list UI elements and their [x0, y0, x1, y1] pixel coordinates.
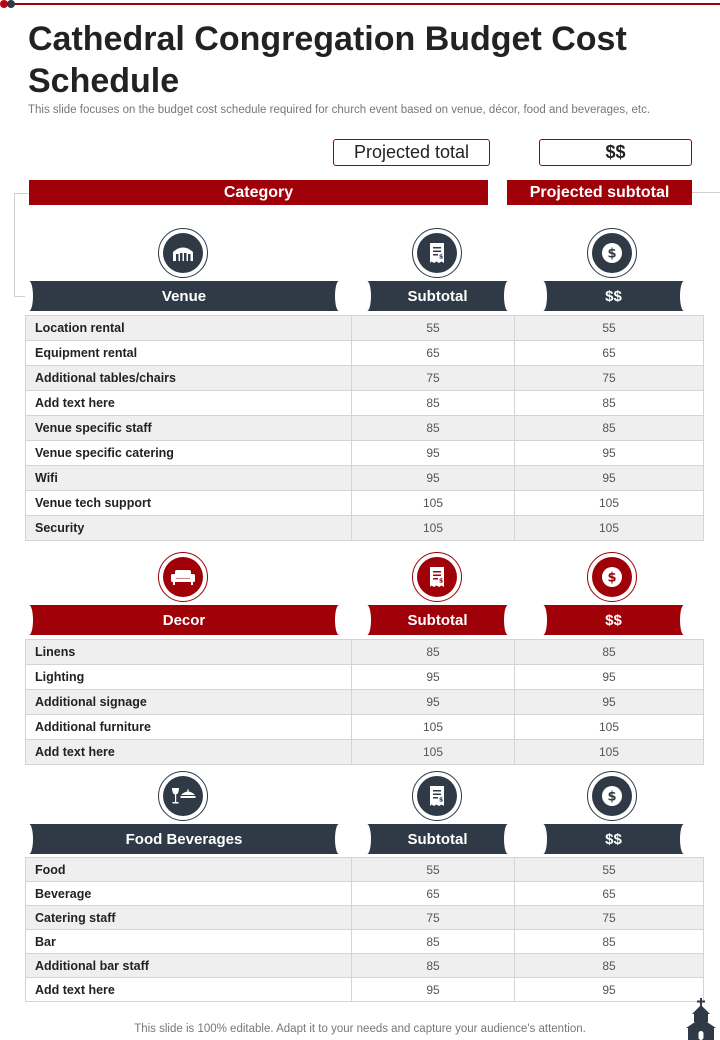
row-subtotal: 85 — [352, 954, 515, 978]
row-item: Venue tech support — [26, 491, 352, 516]
table-row — [26, 858, 704, 882]
dollar-coin-icon — [587, 228, 637, 278]
top-accent-line — [8, 3, 720, 5]
receipt-icon — [412, 771, 462, 821]
section-value-header-decor: $$ — [543, 605, 684, 635]
table-row — [26, 441, 704, 466]
table-row — [26, 906, 704, 930]
receipt-icon — [412, 552, 462, 602]
row-subtotal: 105 — [352, 740, 515, 765]
row-subtotal: 65 — [352, 882, 515, 906]
row-subtotal: 55 — [352, 858, 515, 882]
row-item: Food — [26, 858, 352, 882]
footer-note: This slide is 100% editable. Adapt it to your needs and capture your audience's attention. — [134, 1023, 586, 1035]
row-item: Linens — [26, 640, 352, 665]
section-value-header-food-beverages: $$ — [543, 824, 684, 854]
table-row — [26, 516, 704, 541]
row-subtotal: 65 — [352, 341, 515, 366]
row-item: Additional tables/chairs — [26, 366, 352, 391]
row-projected: 95 — [515, 665, 704, 690]
row-item: Bar — [26, 930, 352, 954]
section-subtotal-header-venue: Subtotal — [367, 281, 508, 311]
row-subtotal: 85 — [352, 640, 515, 665]
food-drink-icon — [158, 771, 208, 821]
row-projected: 85 — [515, 640, 704, 665]
table-row — [26, 466, 704, 491]
row-item: Add text here — [26, 391, 352, 416]
row-item: Additional furniture — [26, 715, 352, 740]
table-row — [26, 715, 704, 740]
row-projected: 105 — [515, 516, 704, 541]
row-item: Venue specific catering — [26, 441, 352, 466]
row-projected: 105 — [515, 740, 704, 765]
table-row — [26, 640, 704, 665]
row-subtotal: 105 — [352, 715, 515, 740]
svg-text:$: $ — [439, 577, 444, 585]
decorative-rule — [692, 192, 720, 193]
row-item: Lighting — [26, 665, 352, 690]
svg-text:$: $ — [439, 796, 444, 804]
row-subtotal: 105 — [352, 491, 515, 516]
row-projected: 55 — [515, 858, 704, 882]
row-projected: 105 — [515, 715, 704, 740]
row-item: Venue specific staff — [26, 416, 352, 441]
table-row — [26, 316, 704, 341]
venue-cost-table — [25, 315, 704, 541]
row-projected: 95 — [515, 441, 704, 466]
section-value-header-venue: $$ — [543, 281, 684, 311]
row-projected: 85 — [515, 930, 704, 954]
svg-text:$: $ — [439, 253, 444, 261]
section-subtotal-header-food-beverages: Subtotal — [367, 824, 508, 854]
row-projected: 95 — [515, 466, 704, 491]
dollar-coin-icon — [587, 771, 637, 821]
section-subtotal-header-decor: Subtotal — [367, 605, 508, 635]
row-projected: 75 — [515, 906, 704, 930]
projected-total-value: $$ — [539, 139, 692, 166]
row-item: Equipment rental — [26, 341, 352, 366]
row-subtotal: 95 — [352, 690, 515, 715]
table-row — [26, 665, 704, 690]
svg-text:$: $ — [607, 789, 617, 805]
category-column-header: Category — [29, 180, 488, 205]
row-subtotal: 85 — [352, 930, 515, 954]
table-row — [26, 930, 704, 954]
svg-text:$: $ — [607, 570, 617, 586]
svg-text:$: $ — [607, 246, 617, 262]
table-row — [26, 882, 704, 906]
section-header-venue: Venue — [29, 281, 339, 311]
row-subtotal: 75 — [352, 366, 515, 391]
row-projected: 105 — [515, 491, 704, 516]
row-item: Add text here — [26, 978, 352, 1002]
row-projected: 95 — [515, 978, 704, 1002]
receipt-icon — [412, 228, 462, 278]
table-row — [26, 954, 704, 978]
row-projected: 55 — [515, 316, 704, 341]
row-subtotal: 95 — [352, 665, 515, 690]
table-row — [26, 366, 704, 391]
row-item: Catering staff — [26, 906, 352, 930]
table-row — [26, 740, 704, 765]
row-subtotal: 95 — [352, 978, 515, 1002]
row-subtotal: 75 — [352, 906, 515, 930]
projected-subtotal-column-header: Projected subtotal — [507, 180, 692, 205]
decor-cost-table — [25, 639, 704, 765]
stadium-icon — [158, 228, 208, 278]
projected-total-label: Projected total — [333, 139, 490, 166]
row-subtotal: 55 — [352, 316, 515, 341]
row-projected: 95 — [515, 690, 704, 715]
row-item: Additional signage — [26, 690, 352, 715]
row-item: Beverage — [26, 882, 352, 906]
row-projected: 85 — [515, 954, 704, 978]
row-item: Additional bar staff — [26, 954, 352, 978]
row-projected: 65 — [515, 882, 704, 906]
dollar-coin-icon — [587, 552, 637, 602]
row-subtotal: 85 — [352, 391, 515, 416]
row-item: Add text here — [26, 740, 352, 765]
section-header-food-beverages: Food Beverages — [29, 824, 339, 854]
row-subtotal: 95 — [352, 466, 515, 491]
page-title: Cathedral Congregation Budget Cost Schedule — [28, 20, 627, 100]
page-subtitle: This slide focuses on the budget cost schedule required for church event based on venue, décor, food and beverages, etc. — [28, 104, 651, 116]
church-icon — [684, 998, 718, 1040]
row-projected: 65 — [515, 341, 704, 366]
row-item: Wifi — [26, 466, 352, 491]
food-beverages-cost-table — [25, 857, 704, 1002]
sofa-icon — [158, 552, 208, 602]
table-row — [26, 391, 704, 416]
row-subtotal: 85 — [352, 416, 515, 441]
row-projected: 85 — [515, 416, 704, 441]
row-subtotal: 95 — [352, 441, 515, 466]
row-projected: 85 — [515, 391, 704, 416]
table-row — [26, 341, 704, 366]
table-row — [26, 690, 704, 715]
row-subtotal: 105 — [352, 516, 515, 541]
section-header-decor: Decor — [29, 605, 339, 635]
top-accent-bar — [0, 0, 720, 8]
table-row — [26, 978, 704, 1002]
row-item: Location rental — [26, 316, 352, 341]
accent-dot-dark — [7, 0, 15, 8]
row-projected: 75 — [515, 366, 704, 391]
row-item: Security — [26, 516, 352, 541]
table-row — [26, 491, 704, 516]
table-row — [26, 416, 704, 441]
